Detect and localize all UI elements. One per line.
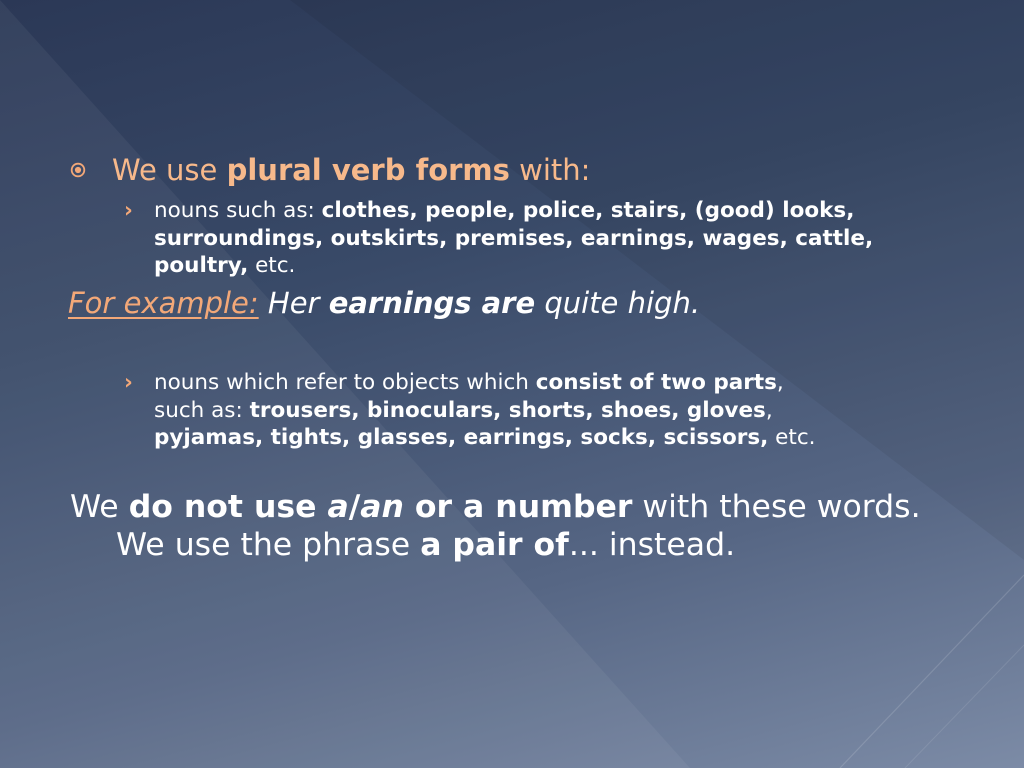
bold-text: clothes, people, police, stairs, (good) looks, — [321, 198, 855, 223]
chevron-right-icon: › — [124, 370, 133, 395]
bold-text: trousers, binoculars, shorts, shoes, gloves — [249, 397, 766, 423]
closing-paragraph — [70, 488, 990, 564]
plain-text: quite high. — [535, 286, 701, 320]
sub-bullet-line — [154, 424, 1004, 452]
closing-line — [70, 526, 990, 564]
sub-bullet-line — [154, 225, 1004, 253]
chevron-right-icon: › — [124, 198, 133, 223]
plain-text: etc. — [768, 425, 816, 450]
bold-text: an — [360, 489, 404, 525]
sub-bullet-line — [154, 369, 1004, 397]
bold-text: earnings are — [328, 286, 536, 320]
plain-text: nouns such as: — [154, 198, 322, 223]
closing-line — [70, 488, 990, 526]
bold-text: do not use — [128, 489, 328, 525]
sub-bullet-line — [154, 252, 1004, 280]
plain-text: such as: — [154, 397, 250, 423]
plain-text: We — [70, 489, 129, 525]
example-sentence — [68, 283, 700, 323]
circle-dot-bullet-icon — [70, 162, 86, 178]
sub-bullet-text — [154, 369, 1004, 452]
bold-text: or a number — [403, 489, 633, 525]
plain-text: nouns which refer to objects which — [154, 370, 536, 395]
example-label: For example: — [68, 286, 259, 320]
sub-bullet-line — [154, 197, 1004, 225]
bold-text: consist of two parts — [535, 370, 777, 395]
bold-text: poultry, — [154, 253, 249, 278]
plain-text: , — [776, 370, 784, 395]
bold-text: / — [348, 489, 361, 525]
bold-text: pyjamas, tights, glasses, earrings, socks, scissors, — [154, 425, 769, 450]
bold-text: a pair of — [420, 527, 569, 563]
plain-text: We use the phrase — [116, 527, 421, 563]
bullet-prefix: We use — [112, 153, 227, 187]
sub-bullet-text — [154, 197, 1004, 280]
sub-bullet-line — [154, 397, 1004, 425]
bullet-bold-phrase: plural verb forms — [226, 153, 510, 187]
plain-text: , — [765, 397, 773, 423]
bold-text: a — [327, 489, 349, 525]
bullet-suffix: with: — [509, 153, 591, 187]
plain-text: with these words. — [632, 489, 921, 525]
main-bullet-text — [112, 150, 590, 190]
plain-text: Her — [258, 286, 329, 320]
plain-text: ... instead. — [568, 527, 736, 563]
bold-text: surroundings, outskirts, premises, earnings, wages, cattle, — [154, 225, 874, 251]
plain-text: etc. — [248, 253, 296, 278]
